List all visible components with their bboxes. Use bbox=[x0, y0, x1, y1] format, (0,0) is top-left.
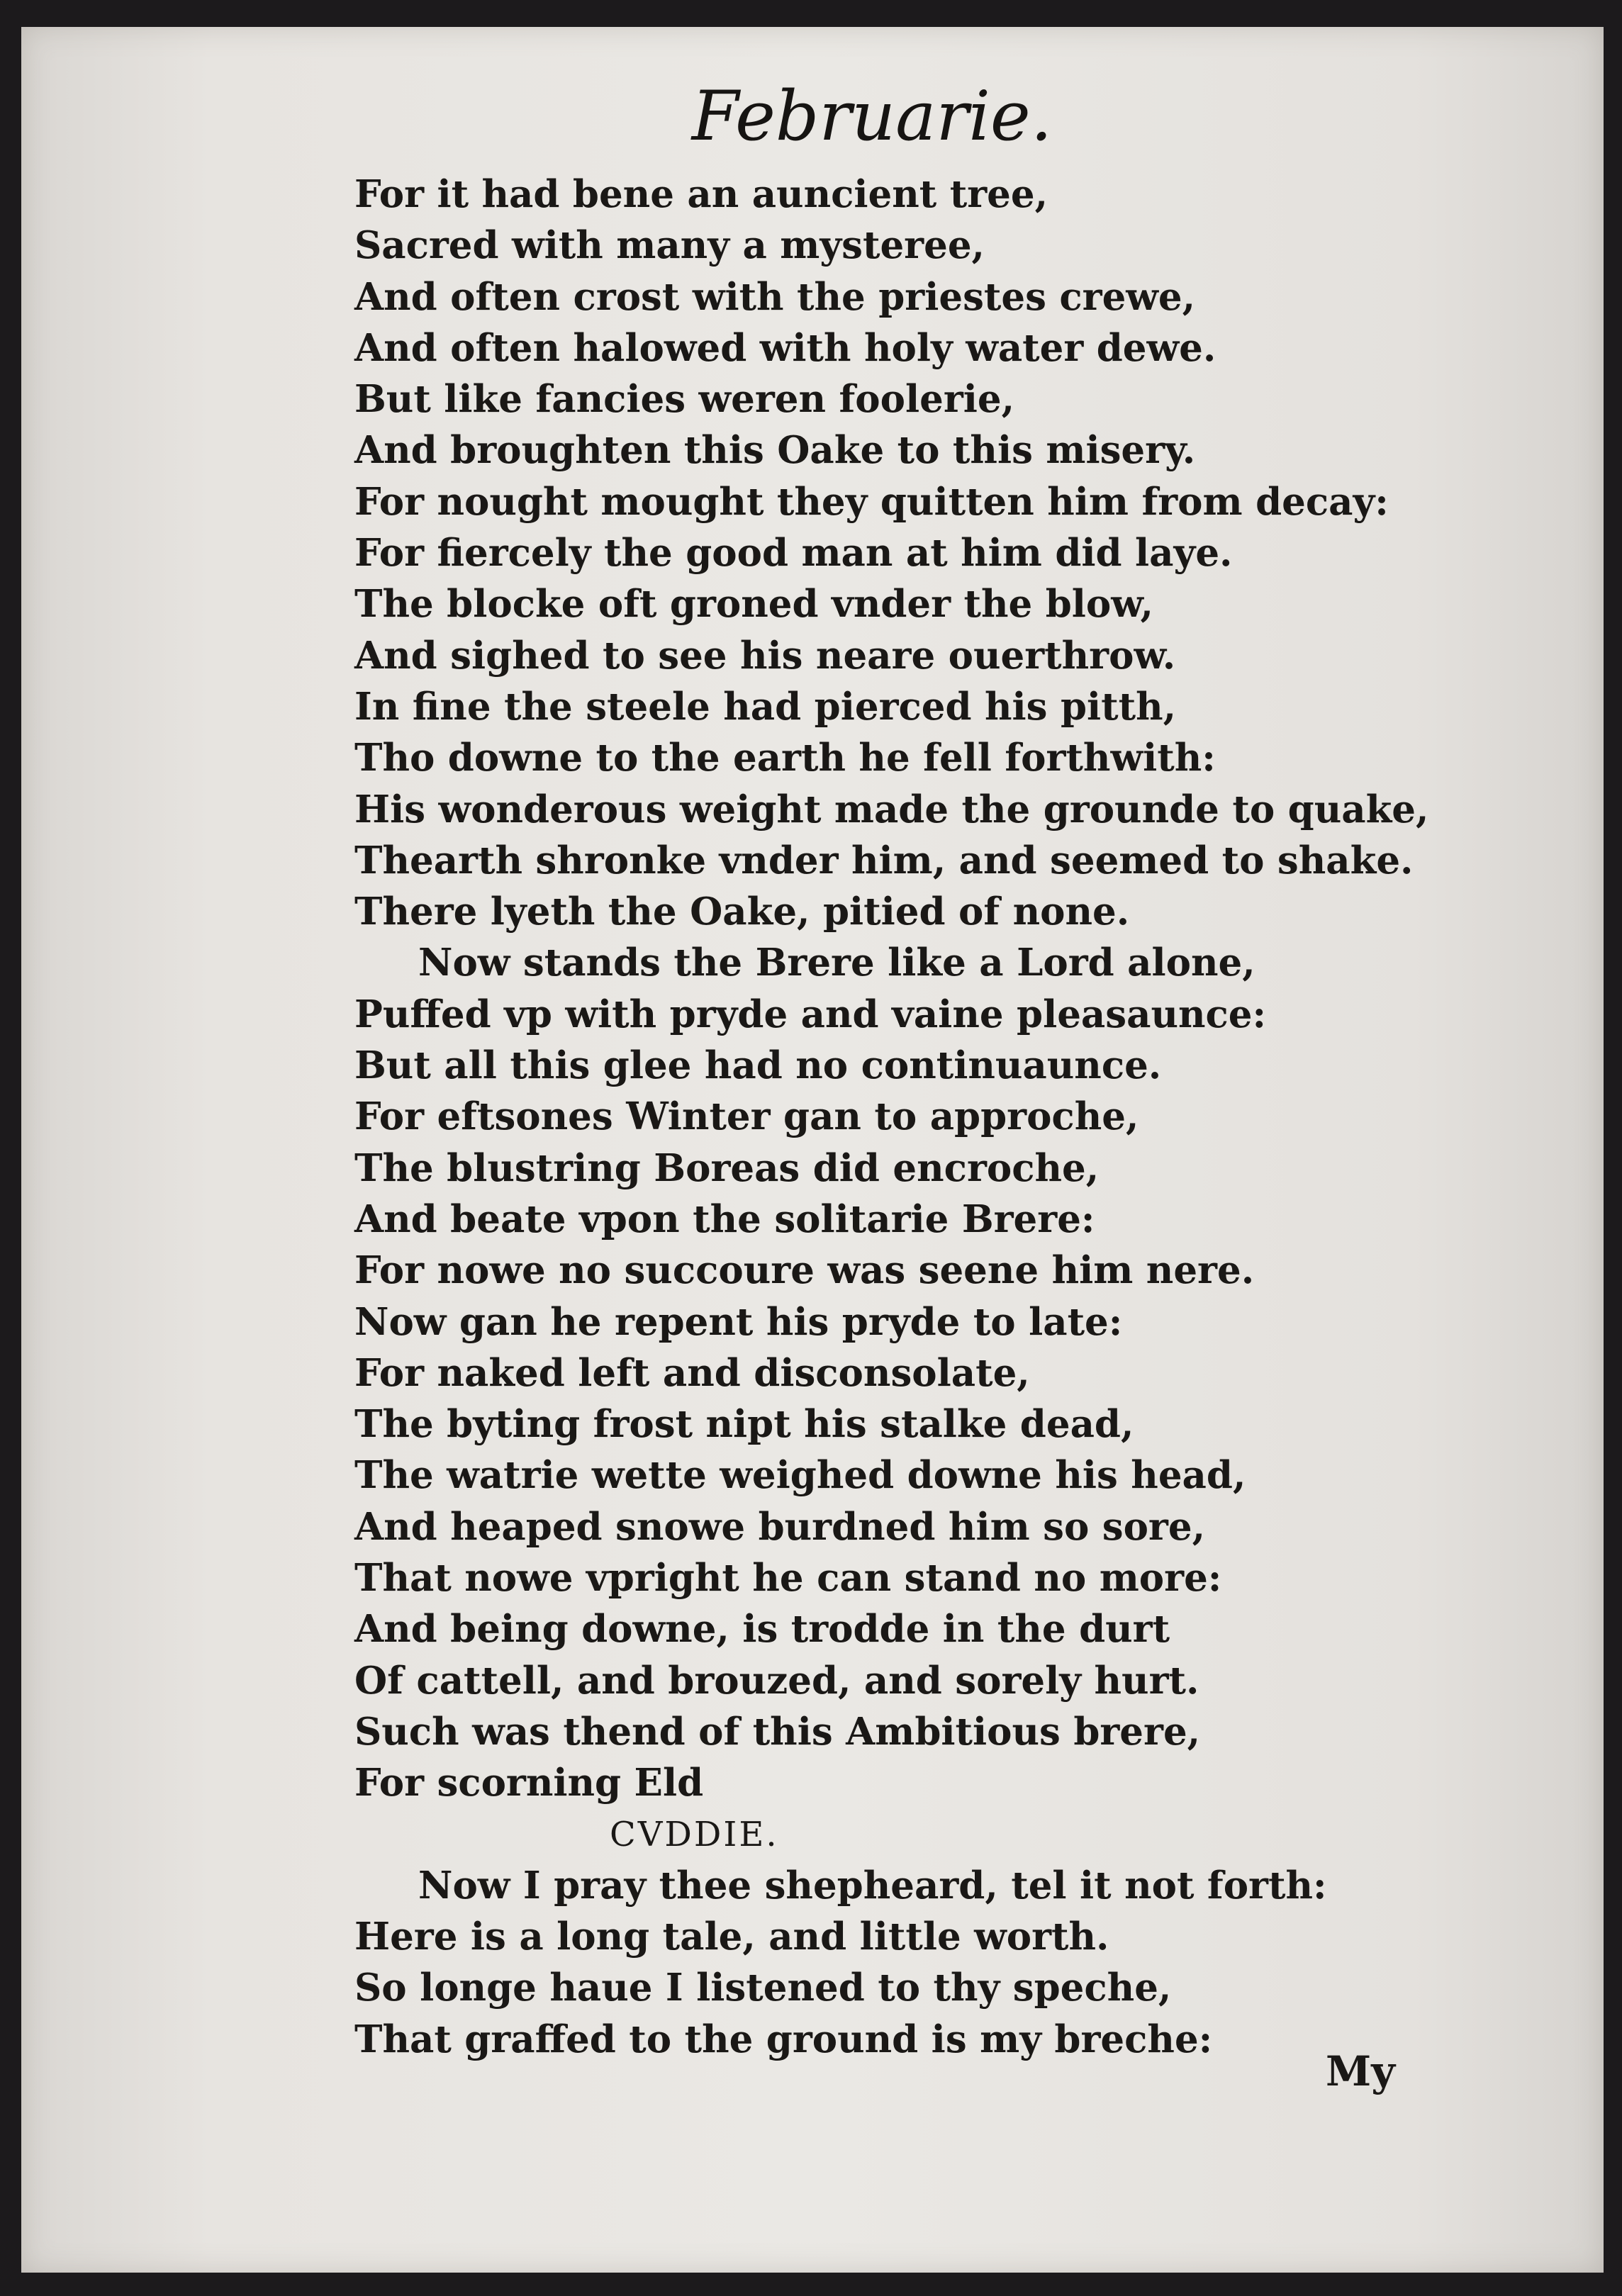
verse-line: The byting frost nipt his stalke dead, bbox=[354, 1402, 1134, 1447]
verse-line: And heaped snowe burdned him so sore, bbox=[354, 1504, 1206, 1549]
speaker-name: CVDDIE. bbox=[610, 1814, 779, 1854]
verse-line: Sacred with many a mysteree, bbox=[354, 223, 985, 268]
verse-line: And beate vpon the solitarie Brere: bbox=[354, 1197, 1095, 1241]
verse-line: For scorning Eld bbox=[354, 1761, 704, 1805]
verse-line: That nowe vpright he can stand no more: bbox=[354, 1556, 1222, 1601]
verse-line: But like fancies weren foolerie, bbox=[354, 377, 1015, 422]
speech-line: That graffed to the ground is my breche: bbox=[354, 2017, 1213, 2061]
verse-line: For fiercely the good man at him did laye. bbox=[354, 531, 1233, 576]
speech-line: So longe haue I listened to thy speche, bbox=[354, 1966, 1172, 2010]
catchword: My bbox=[1326, 2047, 1395, 2095]
verse-line: Now gan he repent his pryde to late: bbox=[354, 1299, 1123, 1344]
verse-line: And broughten this Oake to this misery. bbox=[354, 428, 1196, 473]
verse-line: Puffed vp with pryde and vaine pleasaunce: bbox=[354, 992, 1267, 1036]
verse-line: And being downe, is trodde in the durt bbox=[354, 1607, 1170, 1652]
running-title: Februarie. bbox=[691, 77, 1053, 156]
verse-line: And sighed to see his neare ouerthrow. bbox=[354, 633, 1176, 678]
book-page bbox=[21, 27, 1604, 2273]
verse-text bbox=[354, 169, 1429, 2065]
verse-line: Of cattell, and brouzed, and sorely hurt. bbox=[354, 1658, 1199, 1703]
verse-line: For eftsones Winter gan to approche, bbox=[354, 1094, 1139, 1139]
verse-line: And often halowed with holy water dewe. bbox=[354, 325, 1216, 370]
verse-line: The watrie wette weighed downe his head, bbox=[354, 1453, 1246, 1498]
verse-line: In fine the steele had pierced his pitth, bbox=[354, 684, 1177, 729]
verse-line: For it had bene an auncient tree, bbox=[354, 172, 1048, 216]
verse-line: His wonderous weight made the grounde to quake, bbox=[354, 787, 1429, 831]
verse-line: And often crost with the priestes crewe, bbox=[354, 274, 1196, 319]
verse-line: Tho downe to the earth he fell forthwith: bbox=[354, 736, 1216, 780]
verse-line: But all this glee had no continuaunce. bbox=[354, 1043, 1162, 1088]
verse-line: Thearth shronke vnder him, and seemed to shake. bbox=[354, 838, 1414, 883]
verse-line: Such was thend of this Ambitious brere, bbox=[354, 1709, 1201, 1754]
speech-line: Here is a long tale, and little worth. bbox=[354, 1915, 1109, 1959]
verse-line: There lyeth the Oake, pitied of none. bbox=[354, 890, 1130, 934]
verse-line: The blustring Boreas did encroche, bbox=[354, 1146, 1100, 1190]
verse-line: For nought mought they quitten him from decay: bbox=[354, 479, 1389, 524]
speech-line-first: Now I pray thee shepheard, tel it not forth: bbox=[418, 1863, 1327, 1908]
verse-line-indented: Now stands the Brere like a Lord alone, bbox=[418, 941, 1255, 985]
verse-line: For naked left and disconsolate, bbox=[354, 1350, 1030, 1395]
verse-line: The blocke oft groned vnder the blow, bbox=[354, 582, 1154, 627]
verse-line: For nowe no succoure was seene him nere. bbox=[354, 1248, 1255, 1293]
